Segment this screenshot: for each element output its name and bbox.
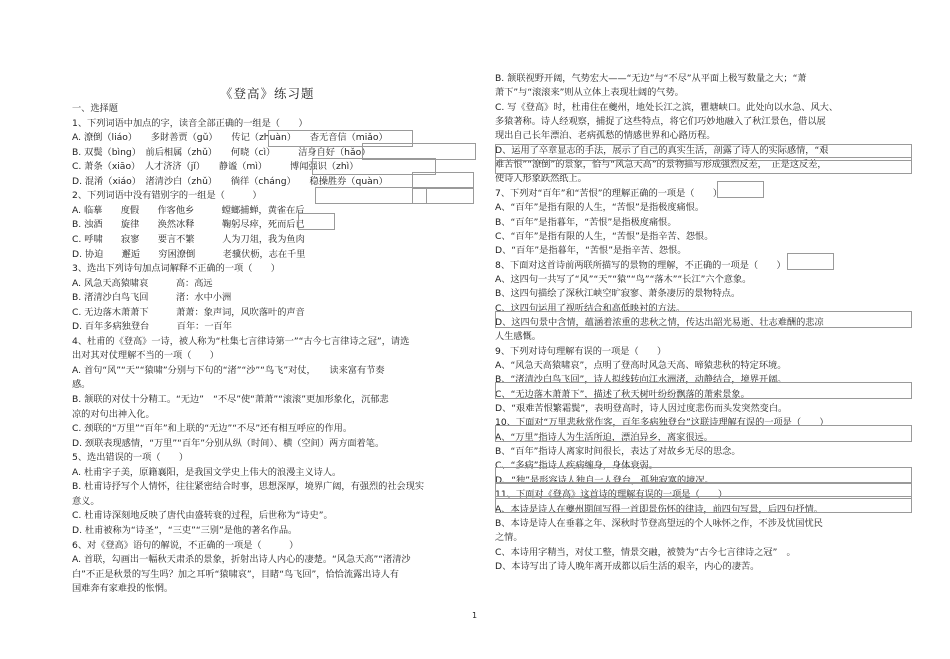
left-column-line: B. 颔联的对仗十分精工。“无边” “不尽”使“萧萧”“滚滚”更加形象化，沉郁悲 [72,394,389,405]
right-column-line: 之情。 [495,532,523,544]
left-column-line: B. 渚清沙白鸟飞回 渚：水中小洲 [72,292,232,304]
right-column-line: 10、下面对“万里悲秋常作客，百年多病独登台”这联诗理解有误的一项是（ ） [495,417,829,429]
right-column-line: C、“多病”指诗人疾病缠身，身体衰弱。 [495,460,658,472]
answer-area-box [495,425,912,442]
answer-area-box [412,187,474,204]
right-column-line: C、本诗用字精当，对仗工整，情景交融，被赞为“古今七言律诗之冠” 。 [495,546,796,558]
right-column-line: D、这四句景中含情，蕴涵着浓重的悲秋之情，传达出韶光易逝、壮志难酬的悲凉 [495,316,824,328]
left-column-line: 出对其对仗理解不当的一项（ ） [72,350,219,362]
left-column-line: A. 杜甫字子美，原籍襄阳，是我国文学史上伟大的浪漫主义诗人。 [72,466,342,478]
left-column-line: C. 呼啸 寂寥 要言不繁 人为刀俎，我为鱼肉 [72,233,305,245]
left-column-line: C. 颈联的“万里”“百年”和上联的“无边”“不尽”还有相互呼应的作用。 [72,423,353,435]
right-column-line: C、“无边落木萧萧下”，描述了秋天树叶纷纷飘落的萧索景象。 [495,388,750,400]
answer-area-box [787,253,834,270]
right-column-line: C、这四句运用了视听结合和高低映衬的方法。 [495,302,686,314]
left-column-line: B. 浊酒 旋律 涣然冰释 鞠躬尽瘁，死而后已 [72,219,305,231]
left-column-line: 1、下列词语中加点的字，读音全部正确的一组是（ ） [72,117,308,129]
right-column-line: 难苦恨”“潦倒”的景象，恰与“风急天高”的景物描写形成强烈反差， 正是这反差， [495,159,827,171]
right-column-line: B. 颔联视野开阔，气势宏大——“无边”与“不尽”从平面上极写数量之大；“萧 [495,73,807,84]
left-column-line: 感。 [72,379,91,391]
left-column-line: 白”不正是秋景的写生吗？加之耳听“猿啸哀”，目睹“鸟飞回”，恰恰流露出诗人有 [72,568,399,580]
left-column-line: B. 双鬓（bìng） 前后相属（zhǔ） 何晓（cì） 洁身自好（hǎo） [72,146,371,158]
left-column-line: 一、选择题 [72,103,118,114]
left-column-line: 2、下列词语中没有错别字的一组是（ ） [72,190,262,202]
answer-area-box [495,157,912,174]
right-column-line: 11、下面对《登高》这首诗的理解有误的一项是（ ） [495,489,728,501]
answer-area-box [495,311,912,328]
right-column-line: B、这四句描绘了深秋江峡空旷寂寥、萧条凄厉的景物特点。 [495,288,741,300]
right-column-line: 9、下列对诗句理解有误的一项是（ ） [495,345,667,357]
left-column-line: 4、杜甫的《登高》一诗，被人称为“杜集七言律诗第一”“古今七言律诗之冠”，请选 [72,335,410,347]
left-column-line: D. 杜甫被称为“诗圣”，“三吏”“三别”是他的著名作品。 [72,524,298,536]
right-column-line: 多猿著称。诗人经观察，捕捉了这些特点，将它们巧妙地融入了秋江景色，借以展 [495,116,826,128]
right-column-line: C、“百年”是指有限的人生，“苦恨”是指辛苦、怨恨。 [495,230,714,242]
left-column-line: 3、选出下列诗句加点词解释不正确的一项（ ） [72,263,280,275]
right-column-line: D、运用了卒章显志的手法，展示了自己的真实生活，剖露了诗人的实际感情，“艰 [495,144,829,156]
left-column-line: D. 百年多病独登台 百年：一百年 [72,321,232,333]
right-column-line: 现出自己长年漂泊、老病孤愁的情感世界和心路历程。 [495,130,716,142]
right-column-line: D、“艰难苦恨繁霜鬓”，表明登高时，诗人因过度悲伤而头发突然变白。 [495,403,788,415]
answer-area-box [495,496,912,513]
left-column-line: D. 颈联表现感情，“万里”“百年”分别从纵（时间）、横（空间）两方面着笔。 [72,437,385,449]
right-column-line: B、“百年”是指暮年，“苦恨”是指极度痛恨。 [495,216,677,228]
answer-area-box [717,181,764,198]
right-column-line: A、“百年”是指有限的人生，“苦恨”是指极度痛恨。 [495,202,705,214]
left-column-line: C. 萧条（xiāo） 人才济济（jǐ） 静谧（mì） 博闻强识（zhì） [72,161,359,173]
left-column-line: C. 杜甫诗深刻地反映了唐代由盛转衰的过程，后世称为“诗史”。 [72,510,333,522]
left-column-line: 凉的对句出神入化。 [72,408,155,420]
right-column-line: D、“百年”是指暮年，“苦恨”是指辛苦、怨恨。 [495,245,687,257]
left-column-line: 6、对《登高》语句的解说，不正确的一项是（ ） [72,539,299,551]
left-column-line: B. 杜甫诗抒写个人情怀，往往紧密结合时事，思想深厚，境界广阔，有强烈的社会现实 [72,481,425,493]
left-column-line: D. 混淆（xiáo） 渚清沙白（zhǔ） 徜徉（cháng） 稳操胜券（quàn） [72,175,388,187]
left-column-line: A. 首联，勾画出一幅秋天肃杀的景象，折射出诗人内心的凄楚。“风急天高”“渚清沙 [72,554,411,566]
right-column-line: 萧下”与“滚滚来”则从立体上表现壮阔的气势。 [495,87,684,99]
page-title: 《登高》练习题 [220,86,315,101]
answer-area-box [495,382,912,399]
right-column-line: 8、下面对这首诗前两联所描写的景物的理解，不正确的一项是（ ） [495,259,786,271]
answer-area-box [315,187,427,204]
right-column-line: C. 写《登高》时，杜甫住在夔州，地处长江之滨，瞿塘峡口。此处向以水急、风大、 [495,101,839,113]
left-column-line: A. 临摹 度假 作客他乡 螳螂捕蝉，黄雀在后 [72,204,305,216]
left-column-line: 国难奔有家难投的怅惘。 [72,583,174,595]
right-column-line: 使诗人形象跃然纸上。 [495,173,587,185]
left-column-line: A. 风急天高猿啸哀 高：高远 [72,277,213,289]
answer-area-box [298,213,335,230]
left-column-line: 意义。 [72,495,100,507]
right-column-line: A、本诗是诗人在夔州期间写得一首即景伤怀的律诗，前四句写景，后四句抒情。 [495,503,823,515]
right-column-line: B、“百年”指诗人离家时间很长，表达了对故乡无尽的思念。 [495,446,741,458]
right-column-line: 人生感慨。 [495,331,541,343]
left-column-line: A. 潦倒（liáo） 多財善贾（gǔ） 传记（zhuàn） 杳无音信（miǎo） [72,132,388,144]
right-column-line: A、“万里”指诗人为生活所迫，漂泊异乡，离家很远。 [495,431,713,443]
page-number: 1 [472,611,478,620]
right-column-line: A、“风急天高猿啸哀”，点明了登高时风急天高、啼猿悲秋的特定环境。 [495,360,787,371]
left-column-line: A. 首句“风”“天”“猿啸”分别与下句的“渚”“沙”“鸟飞”对仗， 读来富有节奏 [72,364,385,376]
right-column-line: D、“独”是形容诗人独自一人登台，孤独寂寞的境况。 [495,474,714,486]
left-column-line: 5、选出错误的一项（ ） [72,452,189,464]
right-column-line: B、本诗是诗人在垂暮之年、深秋时节登高望远的个人咏怀之作，不涉及忧国忧民 [495,517,823,529]
right-column-line: B、“渚清沙白鸟飞回”，诗人拟线转向江水洲渚，动静结合，境界开阔。 [495,374,787,386]
right-column-line: D、本诗写出了诗人晚年离开成都以后生活的艰辛，内心的凄苦。 [495,560,760,572]
right-column-line: 7、下列对“百年”和“苦恨”的理解正确的一项是（ ） [495,187,723,199]
right-column-line: A、这四句一共写了“风”“天”“猿”“鸟”“落木”“长江”六个意象。 [495,273,752,285]
left-column-line: D. 协迫 邂逅 穷困潦倒 老骥伏枥，志在千里 [72,248,306,260]
left-column-line: C. 无边落木萧萧下 萧萧：象声词，风吹落叶的声音 [72,306,305,318]
